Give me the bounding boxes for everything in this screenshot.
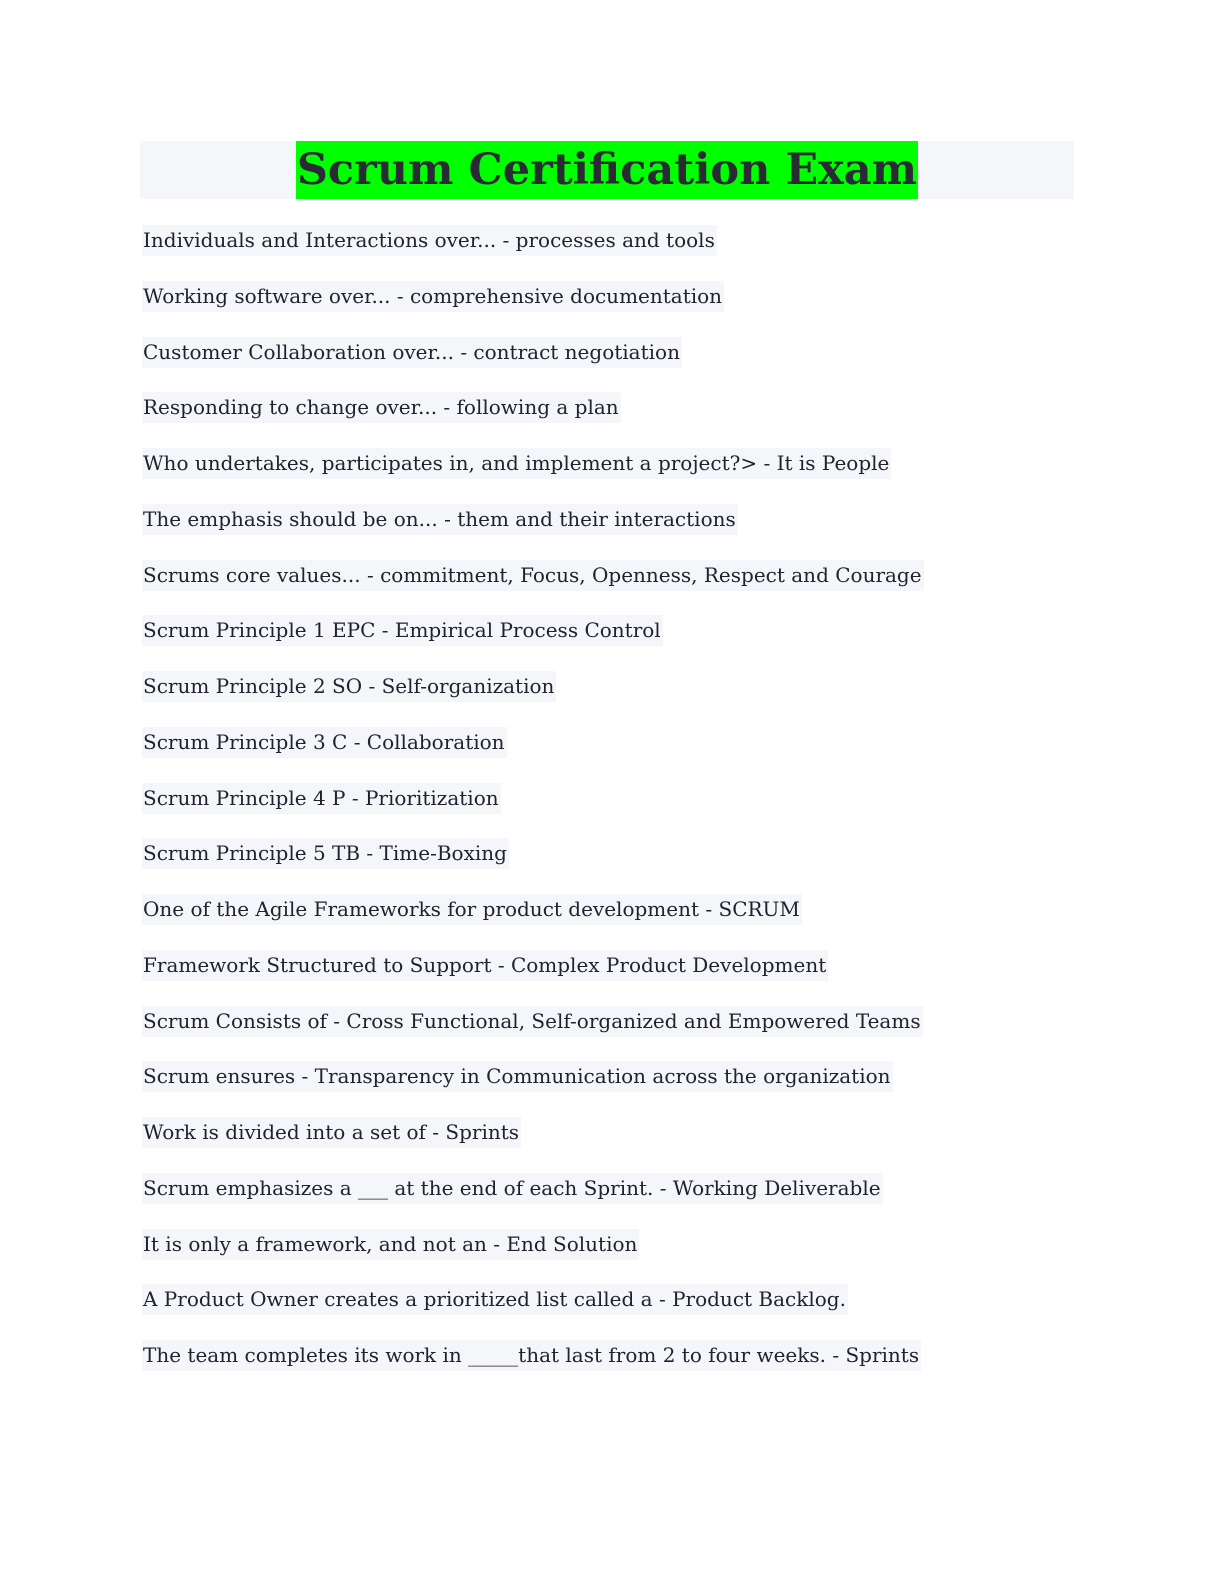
qa-item xyxy=(142,894,1102,950)
qa-text: It is only a framework, and not an - End Solution xyxy=(142,1229,639,1260)
qa-item xyxy=(142,838,1102,894)
qa-item xyxy=(142,560,1102,616)
qa-item xyxy=(142,225,1102,281)
qa-item xyxy=(142,281,1102,337)
qa-item xyxy=(142,1173,1102,1229)
qa-item xyxy=(142,1061,1102,1117)
qa-item xyxy=(142,950,1102,1006)
qa-list xyxy=(142,225,1102,1396)
qa-item xyxy=(142,1284,1102,1340)
title-bar xyxy=(140,141,1074,199)
qa-text: Framework Structured to Support - Complex Product Development xyxy=(142,950,828,981)
qa-text: The team completes its work in _____that last from 2 to four weeks. - Sprints xyxy=(142,1340,921,1371)
qa-item xyxy=(142,448,1102,504)
qa-text: Scrum Principle 4 P - Prioritization xyxy=(142,783,501,814)
qa-text: Individuals and Interactions over... - processes and tools xyxy=(142,225,717,256)
qa-text: Responding to change over... - following a plan xyxy=(142,392,621,423)
qa-item xyxy=(142,504,1102,560)
qa-item xyxy=(142,337,1102,393)
qa-text: Scrum Consists of - Cross Functional, Self-organized and Empowered Teams xyxy=(142,1006,923,1037)
qa-text: Scrum Principle 2 SO - Self-organization xyxy=(142,671,556,702)
qa-item xyxy=(142,671,1102,727)
qa-text: Work is divided into a set of - Sprints xyxy=(142,1117,521,1148)
qa-item xyxy=(142,1006,1102,1062)
qa-item xyxy=(142,1117,1102,1173)
qa-item xyxy=(142,1340,1102,1396)
qa-text: Who undertakes, participates in, and implement a project?> - It is People xyxy=(142,448,891,479)
qa-text: Scrum Principle 5 TB - Time-Boxing xyxy=(142,838,509,869)
qa-text: Scrum Principle 3 C - Collaboration xyxy=(142,727,507,758)
qa-item xyxy=(142,392,1102,448)
qa-text: Scrum emphasizes a ___ at the end of each Sprint. - Working Deliverable xyxy=(142,1173,883,1204)
qa-text: Working software over... - comprehensive documentation xyxy=(142,281,724,312)
qa-text: Scrum Principle 1 EPC - Empirical Process Control xyxy=(142,615,663,646)
qa-item xyxy=(142,1229,1102,1285)
qa-item xyxy=(142,783,1102,839)
qa-item xyxy=(142,727,1102,783)
qa-text: A Product Owner creates a prioritized list called a - Product Backlog. xyxy=(142,1284,848,1315)
qa-text: Scrums core values... - commitment, Focus, Openness, Respect and Courage xyxy=(142,560,924,591)
qa-text: Scrum ensures - Transparency in Communication across the organization xyxy=(142,1061,893,1092)
qa-text: The emphasis should be on... - them and their interactions xyxy=(142,504,738,535)
qa-item xyxy=(142,615,1102,671)
qa-text: Customer Collaboration over... - contract negotiation xyxy=(142,337,682,368)
qa-text: One of the Agile Frameworks for product development - SCRUM xyxy=(142,894,802,925)
document-title: Scrum Certification Exam xyxy=(296,141,918,199)
